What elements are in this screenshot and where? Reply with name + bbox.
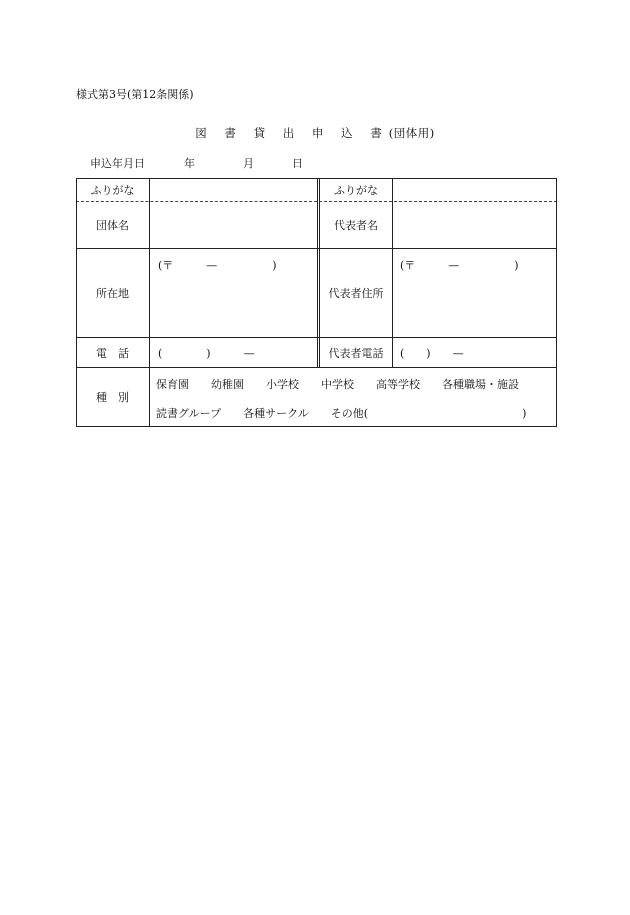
furigana-label-left: ふりがな <box>90 183 135 197</box>
representative-address-label: 代表者住所 <box>328 287 384 300</box>
furigana-label-right: ふりがな <box>334 183 378 197</box>
group-name-field[interactable] <box>150 202 317 248</box>
category-options-line1[interactable]: 保育園 幼稚園 小学校 中学校 高等学校 各種職場・施設 <box>156 378 519 391</box>
furigana-field-right[interactable] <box>393 178 556 201</box>
application-form-table <box>76 178 557 427</box>
category-label: 種 別 <box>96 391 129 404</box>
application-date-line <box>90 155 303 171</box>
representative-address-field[interactable]: (〒 — ) <box>400 259 519 272</box>
phone-field[interactable]: ( ) — <box>158 346 255 360</box>
date-month-label: 月 <box>243 157 254 170</box>
furigana-field-left[interactable] <box>150 178 317 201</box>
representative-phone-label: 代表者電話 <box>328 346 384 360</box>
address-label: 所在地 <box>96 287 129 300</box>
form-number: 様式第3号(第12条関係) <box>76 88 194 101</box>
address-field[interactable]: (〒 — ) <box>158 259 277 272</box>
category-options-line2[interactable]: 読書グループ 各種サークル その他( ) <box>156 407 527 420</box>
representative-name-label: 代表者名 <box>334 219 378 232</box>
table-border-right <box>556 178 557 427</box>
representative-name-field[interactable] <box>393 202 556 248</box>
date-year-label: 年 <box>184 157 195 170</box>
representative-phone-field[interactable]: ( ) — <box>400 346 464 360</box>
phone-label: 電 話 <box>96 346 129 360</box>
title-suffix: (団体用) <box>388 126 435 140</box>
date-day-label: 日 <box>292 157 303 170</box>
center-divider-a <box>317 178 318 368</box>
title-main: 図 書 貸 出 申 込 書 <box>195 126 389 140</box>
group-name-label: 団体名 <box>96 219 129 232</box>
page-title <box>0 125 630 141</box>
application-date-label: 申込年月日 <box>90 157 145 170</box>
